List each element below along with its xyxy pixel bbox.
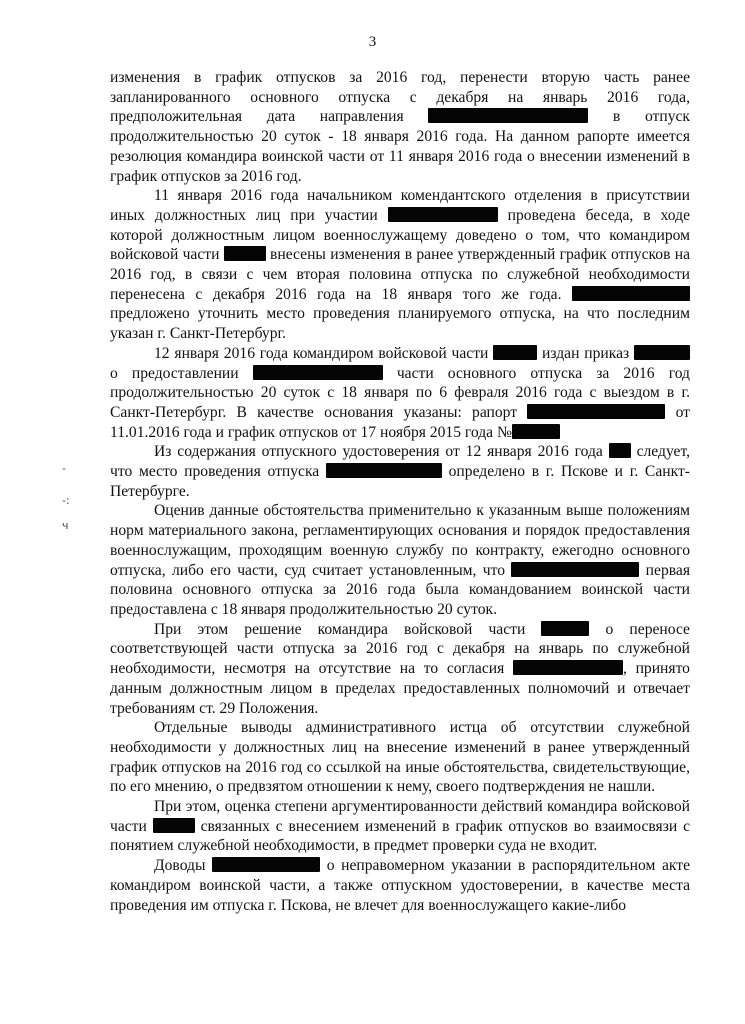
- text-segment: от 11.01.2016 года и график отпусков от 17 ноября 2015 года №: [110, 403, 690, 441]
- text-segment: о неправомерном указании в распорядительном акте командиром воинской части, а также отпускном удостоверении, в качестве места проведения им отпуска г. Пскова, не влечет для военнослужащего какие-либо: [110, 857, 690, 914]
- paragraph: [110, 856, 690, 915]
- redaction-block: [153, 818, 195, 833]
- paragraph: [110, 344, 690, 443]
- paragraph: [110, 718, 690, 797]
- redaction-block: [326, 463, 442, 478]
- text-segment: , принято данным должностным лицом в пределах предоставленных полномочий и отвечает требованиям ст. 29 Положения.: [110, 660, 690, 717]
- redaction-block: [634, 345, 690, 360]
- text-segment: изменения в график отпусков за 2016 год, перенести вторую часть ранее запланированного основного отпуска с декабря на январь 2016 года, предположительная дата направления: [110, 69, 690, 126]
- margin-mark: ч: [62, 519, 69, 532]
- redaction-block: [212, 857, 320, 872]
- text-segment: первая половина основного отпуска за 2016 года была командованием воинской части предоставлена с 18 января продолжительностью 20 суток.: [110, 561, 690, 618]
- text-segment: Доводы: [154, 857, 213, 875]
- paragraph: [110, 68, 690, 186]
- text-segment: о переносе соответствующей части отпуска за 2016 год с декабря на январь по служебной необходимости, несмотря на отсутствие на то согласия: [110, 620, 690, 678]
- redaction-block: [428, 108, 588, 123]
- redaction-block: [253, 365, 383, 380]
- margin-mark: -:: [62, 494, 70, 507]
- paragraph: [110, 620, 690, 719]
- text-segment: внесены изменения в ранее утвержденный график отпусков на 2016 год, в связи с чем вторая половина отпуска по служебной необходимости перенесена с декабря 2016 года на 18 января того же года.: [110, 246, 690, 303]
- redaction-block: [511, 562, 639, 577]
- redaction-block: [512, 424, 560, 439]
- text-segment: При этом, оценка степени аргументированности действий командира войсковой части: [110, 798, 690, 835]
- text-segment: в отпуск продолжительностью 20 суток - 18 января 2016 года. На данном рапорте имеется резолюция командира воинской части от 11 января 2016 года о внесении изменений в график отпусков за 2016 год.: [110, 108, 690, 185]
- text-segment: о предоставлении: [110, 364, 253, 382]
- redaction-block: [572, 286, 690, 301]
- paragraph: [110, 797, 690, 856]
- text-segment: связанных с внесением изменений в график отпусков во взаимосвязи с понятием служебной необходимости, в предмет проверки суда не входит.: [110, 817, 690, 855]
- text-segment: издан приказ: [537, 344, 634, 362]
- text-segment: предложено уточнить место проведения планируемого отпуска, на что последним указан г. Санкт-Петербург.: [110, 305, 690, 343]
- redaction-block: [609, 443, 631, 458]
- text-segment: Отдельные выводы административного истца об отсутствии служебной необходимости у должностных лиц на внесение изменений в ранее утвержденный график отпусков на 2016 год со ссылкой на иные обстоятельства, свидетельствующие, по его мнению, о предвзятом отношении к нему, своего подтверждения не нашли.: [110, 719, 690, 796]
- text-segment: части основного отпуска за 2016 год продолжительностью 20 суток с 18 января по 6 февраля 2016 года с выездом в г. Санкт-Петербург. В качестве основания указаны: рапорт: [110, 364, 690, 421]
- redaction-block: [541, 621, 589, 636]
- text-segment: 11 января 2016 года начальником комендантского отделения в присутствии иных должностных лиц при участии: [110, 187, 690, 224]
- margin-mark: -: [62, 462, 66, 475]
- paragraph: [110, 501, 690, 619]
- text-segment: 12 января 2016 года командиром войсковой части: [154, 344, 494, 362]
- text-segment: следует, что место проведения отпуска: [110, 443, 690, 481]
- document-body: [110, 68, 690, 915]
- paragraph: [110, 186, 690, 344]
- redaction-block: [513, 660, 623, 675]
- paragraph: [110, 442, 690, 501]
- text-segment: определено в г. Пскове и г. Санкт-Петербурге.: [110, 463, 690, 500]
- text-segment: проведена беседа, в ходе которой должностным лицом военнослужащему доведено о том, что командиром войсковой части: [110, 206, 690, 264]
- text-segment: Из содержания отпускного удостоверения от 12 января 2016 года: [154, 443, 609, 461]
- redaction-block: [388, 207, 498, 222]
- redaction-block: [527, 404, 665, 419]
- redaction-block: [224, 246, 266, 261]
- page-number: 3: [368, 34, 377, 50]
- text-segment: При этом решение командира войсковой части: [154, 620, 542, 638]
- redaction-block: [493, 345, 537, 360]
- text-segment: Оценив данные обстоятельства применительно к указанным выше положениям норм материального закона, регламентирующих основания и порядок предоставления военнослужащим, проходящим военную службу по контракту, ежегодно основного отпуска, либо его части, суд считает установленным, что: [110, 502, 690, 579]
